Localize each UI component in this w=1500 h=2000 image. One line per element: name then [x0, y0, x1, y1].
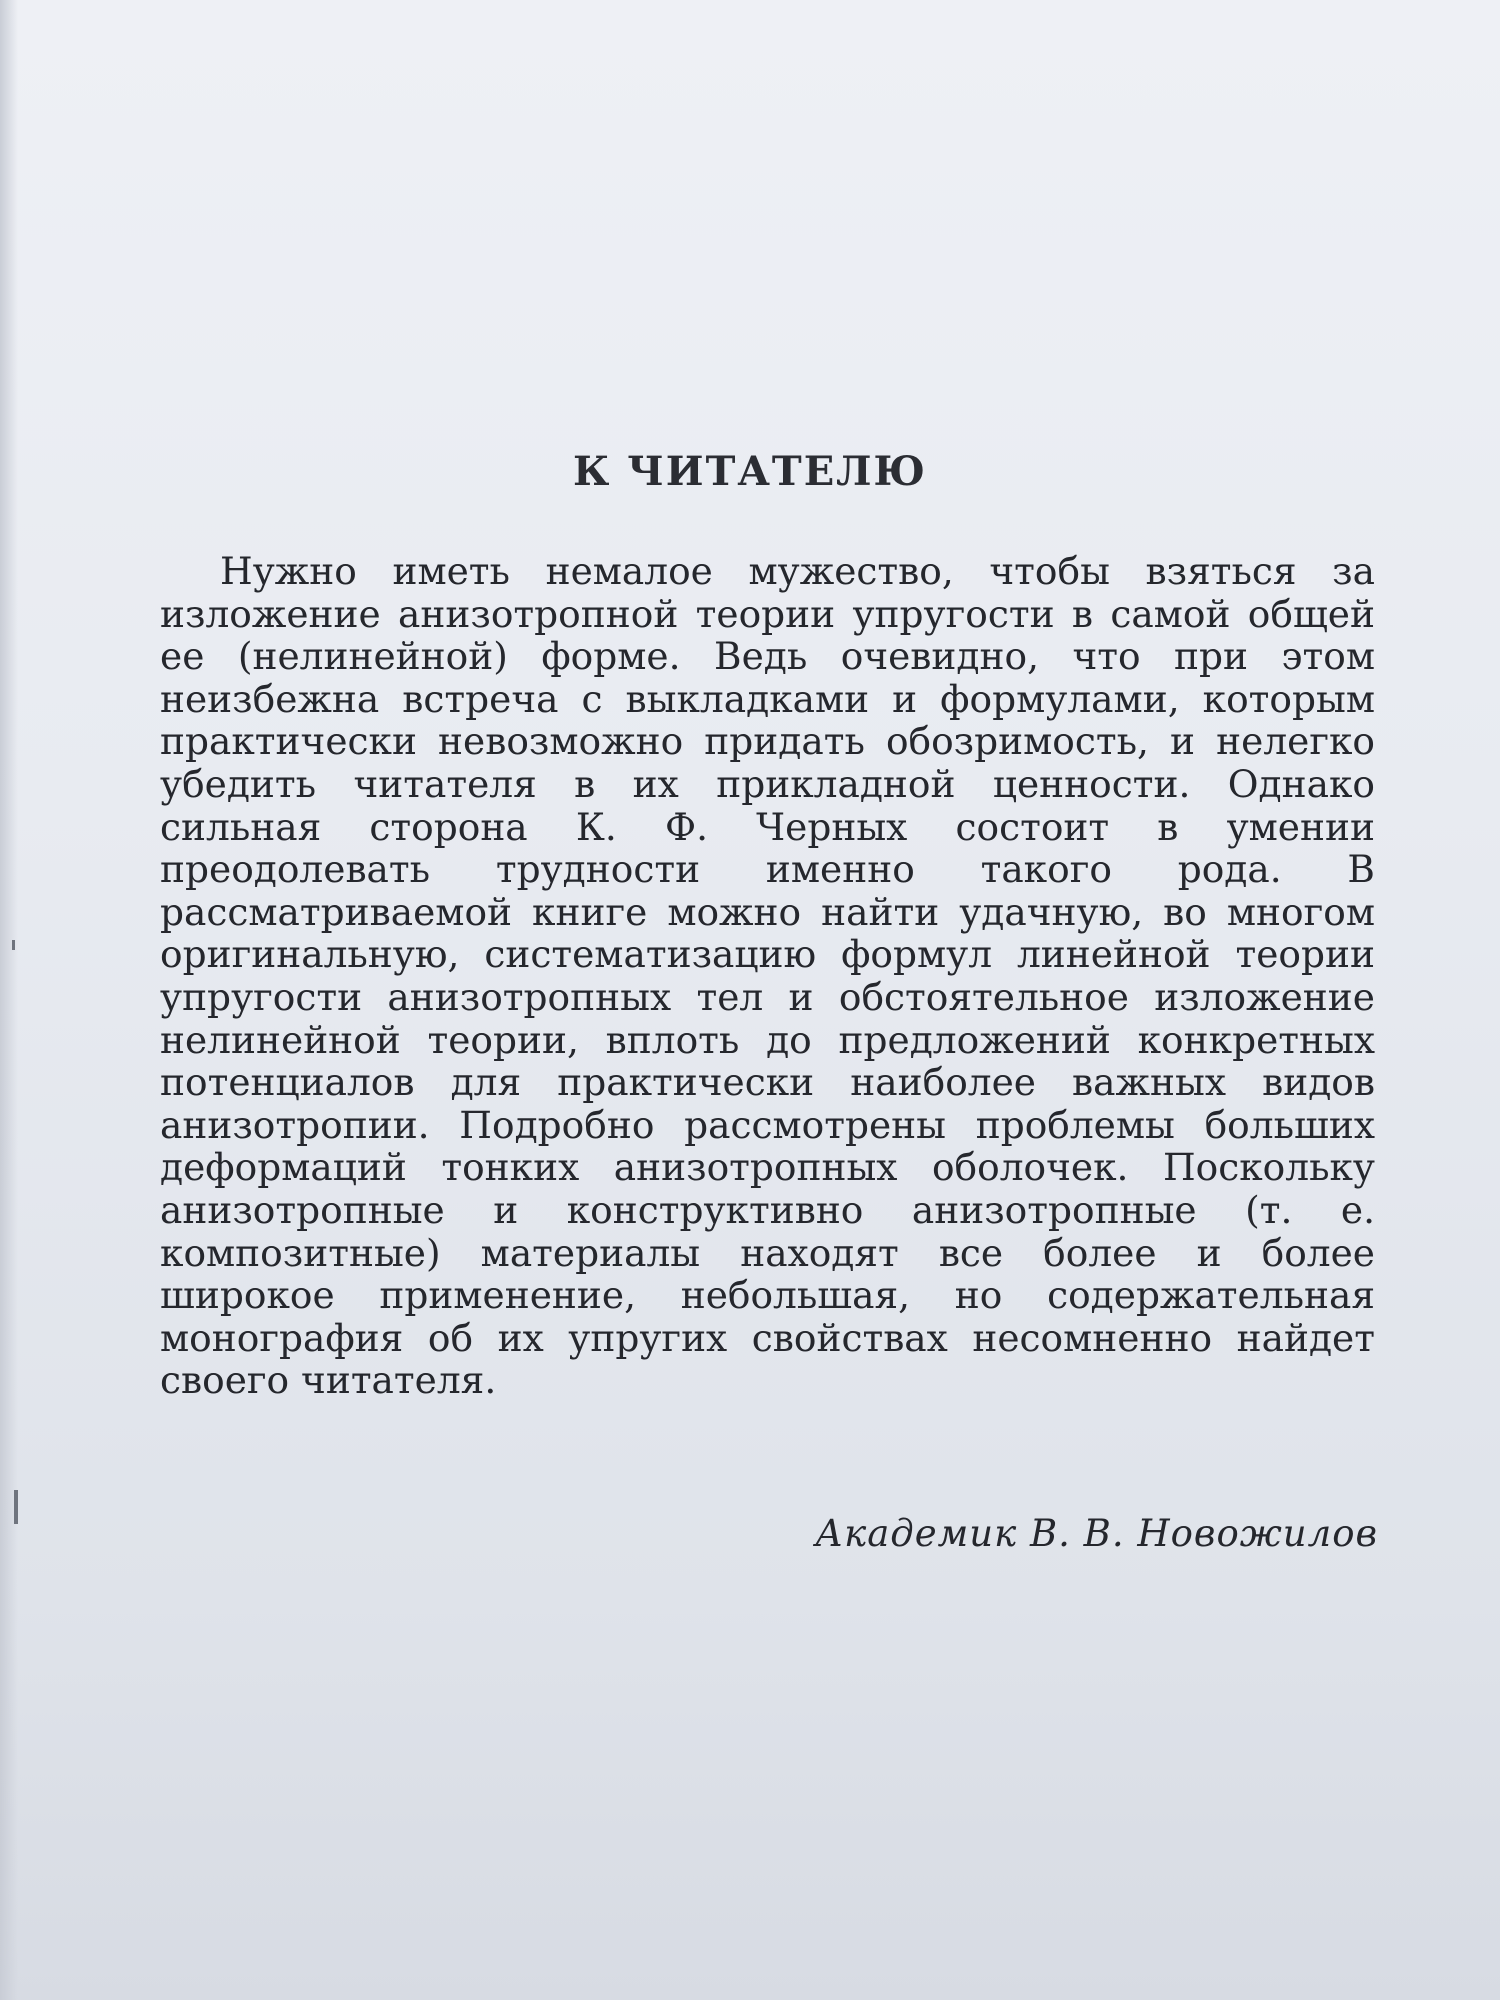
- page-title: К ЧИТАТЕЛЮ: [572, 448, 928, 495]
- show-through-text: [150, 60, 1380, 424]
- page-fold-shadow: [0, 0, 18, 2000]
- body-paragraph: Нужно иметь немалое мужество, чтобы взяться за изложение анизотропной теории упругости в самой общей ее (нелинейной) форме. Ведь очевидно, что при этом неизбежна встреча с выкладками и формулами, которым практически невозможно придать обозримость, и нелегко убедить читателя в их прикладной ценности. Однако сильная сторона К. Ф. Черных состоит в умении преодолевать трудности именно такого рода. В рассматриваемой книге можно найти удачную, во многом оригинальную, систематизацию формул линейной теории упругости анизотропных тел и обстоятельное изложение нелинейной теории, вплоть до предложений конкретных потенциалов для практически наиболее важных видов анизотропии. Подробно рассмотрены проблемы больших деформаций тонких анизотропных оболочек. Поскольку анизотропные и конструктивно анизотропные (т. е. композитные) материалы находят все более и более широкое применение, небольшая, но содержательная монография об их упругих свойствах несомненно найдет своего читателя.: [160, 549, 1375, 1403]
- binding-mark: [12, 940, 15, 950]
- binding-mark: [14, 1490, 18, 1524]
- author-signature: Академик В. В. Новожилов: [815, 1512, 1378, 1555]
